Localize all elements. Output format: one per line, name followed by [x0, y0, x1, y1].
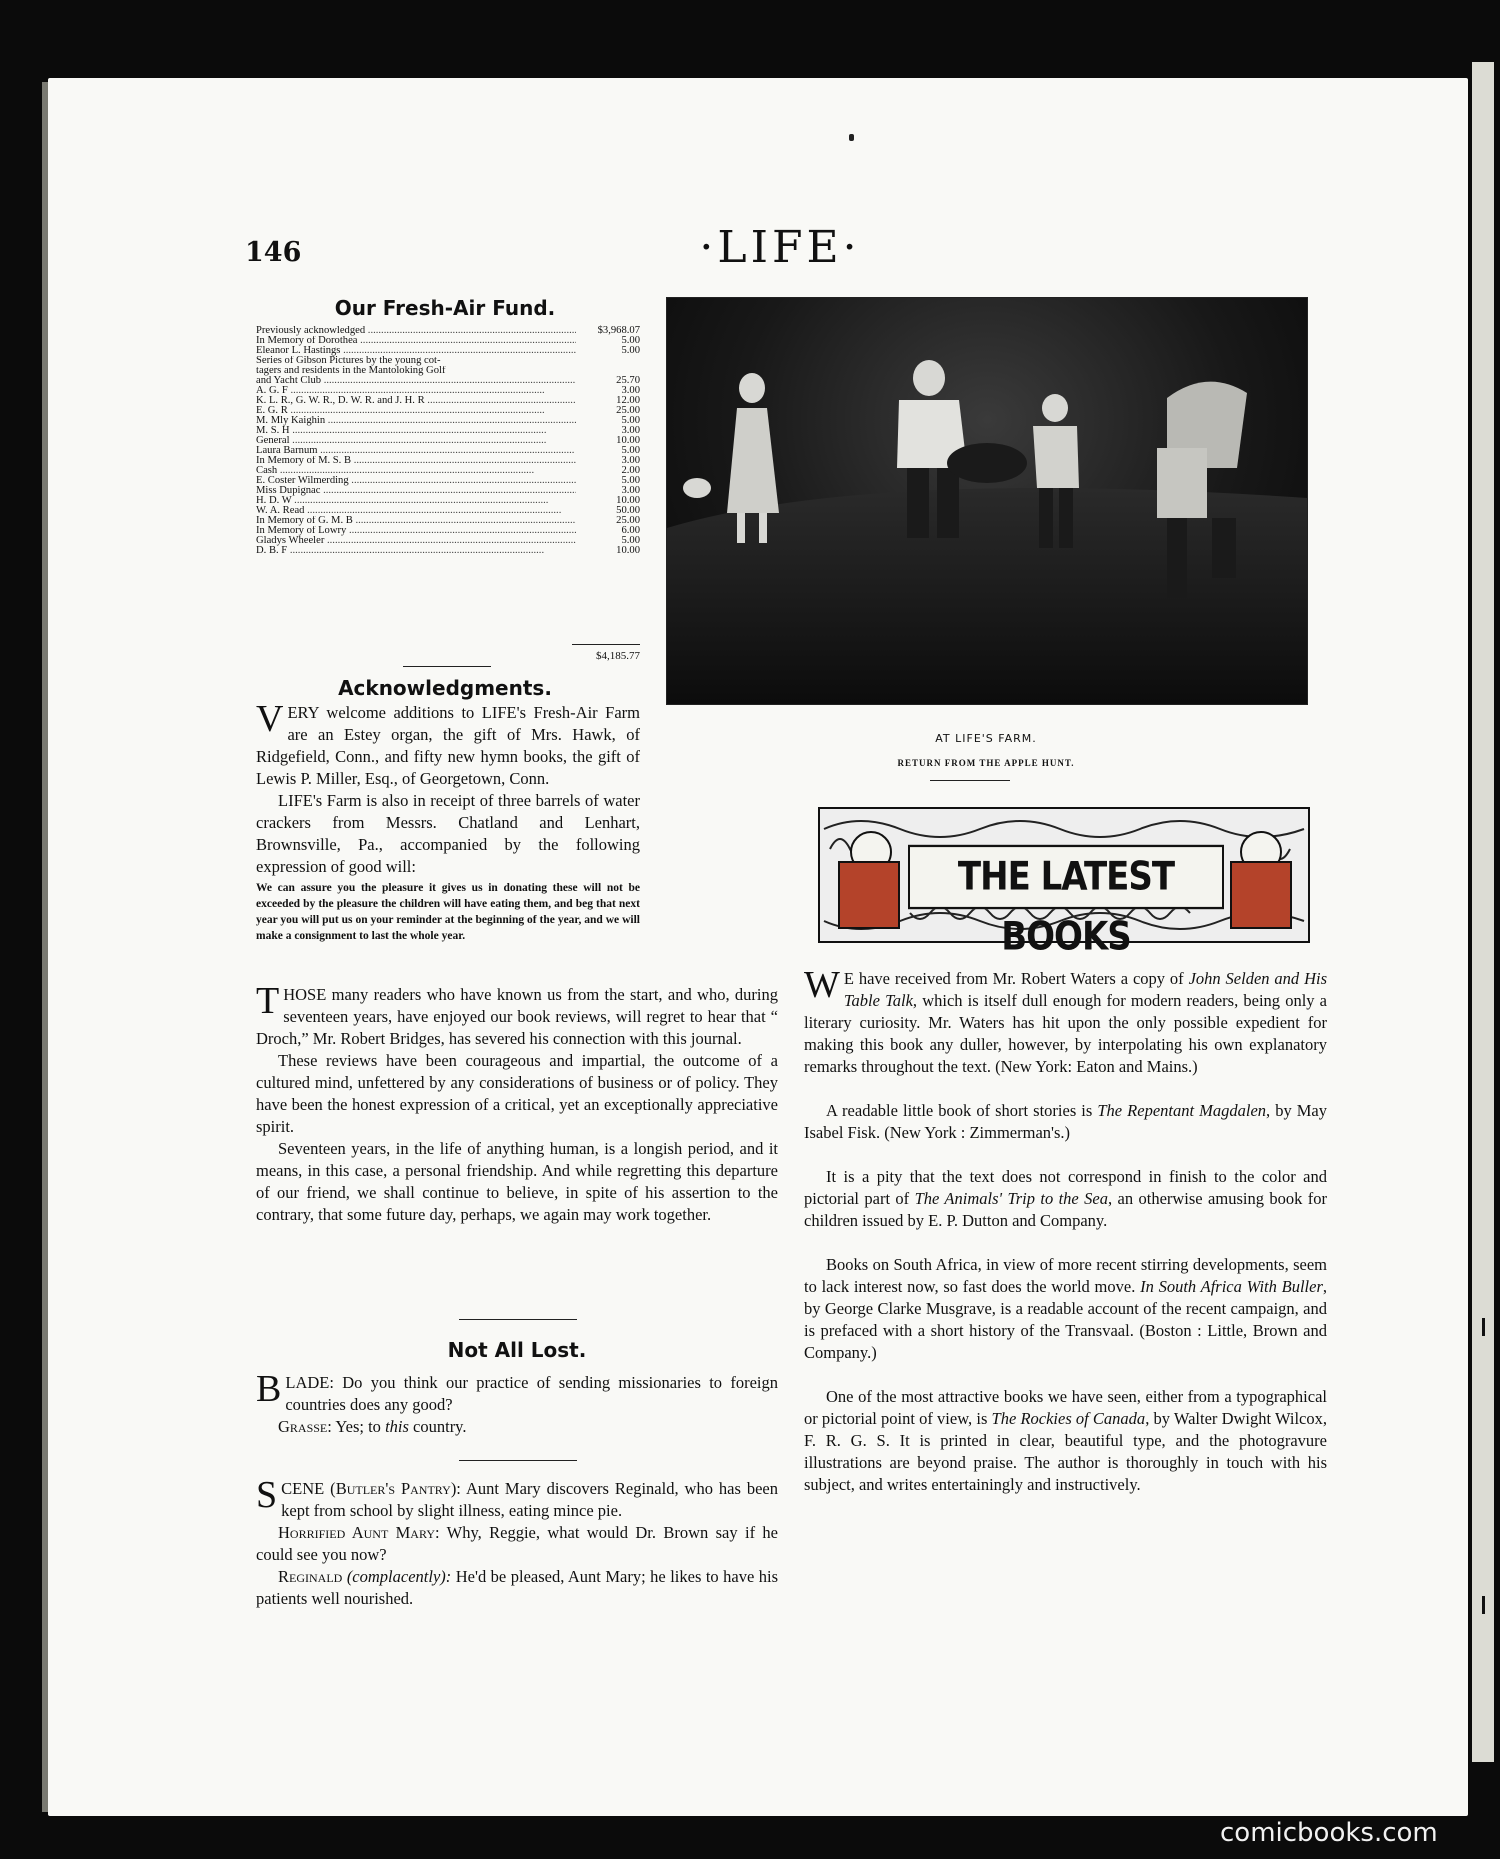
donor-name: H. D. W ..... — [256, 496, 576, 506]
fund-row — [256, 416, 640, 426]
dropcap: S — [256, 1474, 278, 1516]
latest-books-banner — [818, 807, 1310, 960]
book-title: In South Africa With Buller — [1140, 1277, 1323, 1296]
donor-name: Eleanor L. Hastings ..... — [256, 346, 576, 356]
dropcap: V — [256, 698, 284, 740]
fund-row — [256, 406, 640, 416]
fund-row — [256, 336, 640, 346]
donation-amount: 5.00 — [621, 345, 640, 356]
fund-row — [256, 386, 640, 396]
donor-name: Gladys Wheeler ..... — [256, 536, 576, 546]
droch-notice — [256, 980, 778, 1226]
review-text: , by George Clarke Musgrave, is a readable account of the recent campaign, and is prefaced with a short history of the Transvaal. (Boston : Little, Brown and Company.) — [804, 1277, 1327, 1362]
photo-illustration — [667, 298, 1307, 704]
donor-name: In Memory of G. M. B ..... — [256, 516, 576, 526]
donation-amount: 50.00 — [616, 505, 640, 516]
book-icon — [838, 861, 900, 929]
line-grasse-end: country. — [408, 1417, 467, 1436]
next-page-edge — [1472, 62, 1494, 1762]
line-blade: Do you think our practice of sending missionaries to foreign countries does any good? — [285, 1373, 778, 1414]
fund-total: $4,185.77 — [596, 650, 640, 662]
fund-row — [256, 466, 640, 476]
donation-amount: 3.00 — [621, 485, 640, 496]
review-text: A readable little book of short stories is — [826, 1101, 1098, 1120]
fund-row — [256, 436, 640, 446]
margin-mark — [1482, 1596, 1485, 1614]
donation-amount: 12.00 — [616, 395, 640, 406]
review-text: , by May Isabel Fisk. (New York : Zimmerman's.) — [804, 1101, 1328, 1142]
review-rockies — [804, 1386, 1327, 1496]
fund-row — [256, 446, 640, 456]
scene-text — [256, 1474, 779, 1610]
donor-name: W. A. Read ..... — [256, 506, 576, 516]
fund-title: Our Fresh-Air Fund. — [334, 296, 556, 320]
watermark: comicbooks.com — [1220, 1818, 1438, 1848]
donor-name: In Memory of Dorothea ..... — [256, 336, 576, 346]
ink-speck — [849, 134, 854, 141]
donation-amount: 10.00 — [616, 495, 640, 506]
fund-row — [256, 396, 640, 406]
donor-name: tagers and residents in the Mantoloking Golf — [256, 366, 446, 376]
speaker-reginald: Reginald — [278, 1567, 343, 1586]
dropcap: W — [804, 964, 840, 1006]
review-text: It is a pity that the text does not correspond in finish to the color and pictorial part of — [804, 1167, 1327, 1208]
donation-amount — [576, 356, 640, 366]
fund-row — [256, 496, 640, 506]
total-rule — [572, 644, 640, 645]
fund-row — [256, 546, 640, 556]
donor-name: In Memory of Lowry ..... — [256, 526, 576, 536]
fund-row — [256, 376, 640, 386]
fund-row — [256, 506, 640, 516]
donation-amount: 3.00 — [621, 425, 640, 436]
donation-amount: 3.00 — [621, 385, 640, 396]
review-text: , which is itself dull enough for modern readers, being only a literary curiosity. Mr. Waters has hit upon the only possible expedient for making this book any duller, however, by interpolating his own explanatory remarks throughout the text. (New York: Eaton and Mains.) — [804, 991, 1327, 1076]
photo-subcaption: RETURN FROM THE APPLE HUNT. — [897, 758, 1075, 768]
donation-amount: 25.70 — [616, 375, 640, 386]
donor-name: D. B. F ..... — [256, 546, 576, 556]
donation-amount: 3.00 — [621, 455, 640, 466]
page-number: 146 — [245, 237, 302, 268]
donation-amount: 10.00 — [616, 545, 640, 556]
review-magdalen — [804, 1100, 1327, 1144]
scene-setting: Butler's Pantry — [335, 1479, 451, 1498]
acknowledgments-title: Acknowledgments. — [338, 676, 552, 700]
scene-intro-end: ): Aunt Mary discovers Reginald, who has been kept from school by slight illness, eating mince pie. — [281, 1479, 778, 1520]
fund-row — [256, 426, 640, 436]
donation-amount: 5.00 — [621, 415, 640, 426]
acknowledgments-p1: ERY welcome additions to LIFE's Fresh-Air Farm are an Estey organ, the gift of Mrs. Hawk, of Ridgefield, Conn., and fifty new hymn books, the gift of Lewis P. Miller, Esq., of Georgetown, Conn. — [256, 703, 640, 788]
donor-name: E. Coster Wilmerding ..... — [256, 476, 576, 486]
donor-name: Series of Gibson Pictures by the young cot- — [256, 356, 441, 366]
donor-name: In Memory of M. S. B ..... — [256, 456, 576, 466]
donation-amount: 5.00 — [621, 475, 640, 486]
photo-caption: AT LIFE'S FARM. — [935, 732, 1037, 745]
dropcap: B — [256, 1368, 282, 1410]
review-text: , by Walter Dwight Wilcox, F. R. G. S. It is printed in clear, beautiful type, and the photogravure illustrations are beyond praise. The author is thoroughly in touch with his subject, and writes entertainingly and instructively. — [804, 1409, 1327, 1494]
donation-amount: $3,968.07 — [597, 325, 640, 336]
not-all-lost-title: Not All Lost. — [447, 1338, 587, 1362]
review-text: Books on South Africa, in view of more recent stirring developments, seem to lack interest now, so fast does the world move. — [804, 1255, 1327, 1296]
section-divider — [459, 1319, 577, 1320]
donor-name: E. G. R ..... — [256, 406, 576, 416]
donor-name: M. Mly Kaighin ..... — [256, 416, 576, 426]
book-reviews — [804, 964, 1328, 1496]
book-title: The Rockies of Canada — [991, 1409, 1146, 1428]
review-text: , an otherwise amusing book for children issued by E. P. Dutton and Company. — [804, 1189, 1327, 1230]
line-grasse: Yes; to — [335, 1417, 386, 1436]
acknowledgments-text — [256, 698, 640, 944]
donation-amount: 5.00 — [621, 535, 640, 546]
donation-amount: 5.00 — [621, 335, 640, 346]
scene-intro: CENE ( — [281, 1479, 336, 1498]
acknowledgments-quote: We can assure you the pleasure it gives us in donating these will not be exceeded by the pleasure the children will have eating them, and beg that next year you will put us on your reminder at the beginning of the year, and we will make a consignment to last the whole year. — [256, 882, 640, 942]
donor-name: Miss Dupignac ..... — [256, 486, 576, 496]
not-all-lost-text — [256, 1368, 778, 1438]
review-selden — [804, 964, 1328, 1078]
donor-name: General ..... — [256, 436, 576, 446]
donation-amount: 10.00 — [616, 435, 640, 446]
review-text: One of the most attractive books we have seen, either from a typographical or pictorial point of view, is — [804, 1387, 1327, 1428]
fund-table — [256, 326, 640, 556]
banner-title: THE LATEST BOOKS — [908, 845, 1224, 909]
donation-amount: 25.00 — [616, 515, 640, 526]
book-title: John Selden and His Table Talk — [843, 969, 1328, 1010]
book-title: The Repentant Magdalen — [1097, 1101, 1267, 1120]
margin-mark — [1482, 1318, 1485, 1336]
book-icon — [1230, 861, 1292, 929]
donor-name: M. S. H ..... — [256, 426, 576, 436]
review-south-africa — [804, 1254, 1327, 1364]
section-divider — [459, 1460, 577, 1461]
donor-name: Laura Barnum ..... — [256, 446, 576, 456]
donor-name: A. G. F ..... — [256, 386, 576, 396]
speaker-grasse: Grasse: — [278, 1417, 332, 1436]
donation-amount: 2.00 — [621, 465, 640, 476]
section-divider — [403, 666, 491, 667]
review-text: E have received from Mr. Robert Waters a copy of — [843, 969, 1189, 988]
farm-photograph — [666, 297, 1308, 705]
acknowledgments-p2: LIFE's Farm is also in receipt of three barrels of water crackers from Messrs. Chatland and Lenhart, Brownsville, Pa., accompanied by the following expression of good will: — [256, 791, 640, 876]
droch-p1: HOSE many readers who have known us from the start, and who, during seventeen years, have enjoyed our book reviews, will regret to hear that “ Droch,” Mr. Robert Bridges, has severed his connection with this journal. — [256, 985, 778, 1048]
dropcap: T — [256, 980, 280, 1022]
droch-p3: Seventeen years, in the life of anything human, is a longish period, and it means, in this case, a personal friendship. And while regretting this departure of our friend, we shall continue to believe, in spite of his assertion to the contrary, that some future day, perhaps, we again may work together. — [256, 1139, 778, 1224]
fund-row — [256, 476, 640, 486]
review-animals-trip — [804, 1166, 1327, 1232]
speaker-blade: LADE: — [285, 1373, 334, 1392]
donor-name: Cash ..... — [256, 466, 576, 476]
fund-row — [256, 536, 640, 546]
fund-row — [256, 326, 640, 336]
book-title: The Animals' Trip to the Sea — [914, 1189, 1108, 1208]
donation-amount: 25.00 — [616, 405, 640, 416]
droch-p2: These reviews have been courageous and impartial, the outcome of a cultured mind, unfettered by any considerations of business or of policy. They have been the honest expression of a critical, yet an exceptionally appreciative spirit. — [256, 1051, 778, 1136]
line-reginald: He'd be pleased, Aunt Mary; he likes to have his patients well nourished. — [256, 1567, 779, 1608]
donor-name: K. L. R., G. W. R., D. W. R. and J. H. R ..... — [256, 396, 576, 406]
emphasis: this — [385, 1417, 409, 1436]
fund-row — [256, 516, 640, 526]
fund-row — [256, 456, 640, 466]
masthead: ·LIFE· — [699, 222, 861, 273]
fund-row — [256, 366, 640, 376]
line-aunt-mary: Why, Reggie, what would Dr. Brown say if he could see you now? — [256, 1523, 779, 1564]
fund-row — [256, 356, 640, 366]
donor-name: Previously acknowledged ..... — [256, 326, 576, 336]
fund-row — [256, 526, 640, 536]
donor-name: and Yacht Club ..... — [256, 376, 576, 386]
speaker-aunt-mary: Horrified Aunt Mary: — [278, 1523, 440, 1542]
donation-amount: 5.00 — [621, 445, 640, 456]
stage-direction: (complacently): — [346, 1567, 452, 1586]
fund-row — [256, 346, 640, 356]
donation-amount: 6.00 — [621, 525, 640, 536]
fund-row — [256, 486, 640, 496]
caption-divider — [930, 780, 1010, 781]
